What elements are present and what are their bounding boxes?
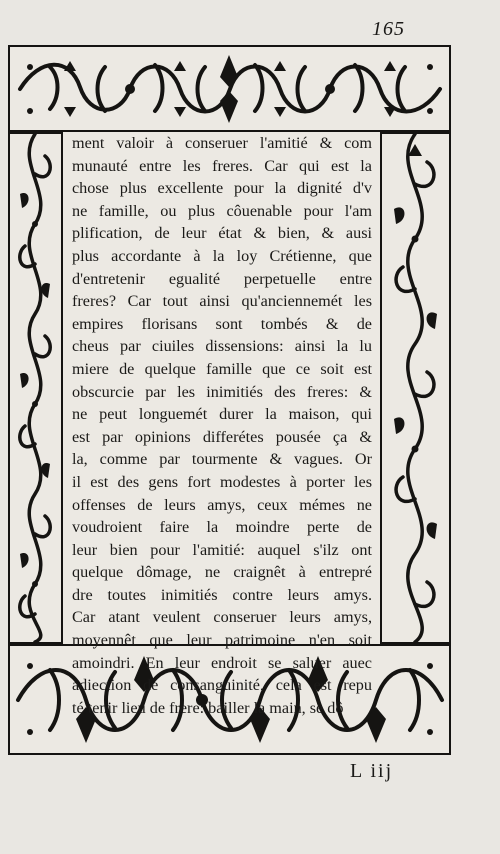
text-line: plification, de leur état & bien, & ausi <box>72 224 372 243</box>
text-line: chose plus excellente pour la dignité d'v <box>72 179 372 198</box>
text-line: plus accordante à la loy Crétienne, que <box>72 246 372 265</box>
text-line: quelque dômage, ne craignêt à entrepré <box>72 563 372 582</box>
text-line: est par opinions differétes pousée ça & <box>72 427 372 446</box>
text-line: cheus par ciuiles dissensions: ainsi la lu <box>72 337 372 356</box>
text-line: il est des gens fort modestes à porter les <box>72 472 372 491</box>
floral-arabesque-icon <box>10 47 449 130</box>
text-line: munauté entre les freres. Car qui est la <box>72 156 372 175</box>
vine-scroll-icon <box>10 134 61 642</box>
left-ornament-border <box>8 132 63 644</box>
text-line: amoindri. En leur endroit se saluer auec <box>72 653 372 672</box>
body-text <box>72 132 372 717</box>
text-line: té tenir lieu de frere: bailler la main, se dô <box>72 698 344 717</box>
text-line: leur bien pour l'amitié: auquel s'ilz ont <box>72 540 372 559</box>
text-line: obscurcie par les inimitiés des freres: & <box>72 382 372 401</box>
text-line: ment valoir à conseruer l'amitié & com <box>72 134 372 152</box>
text-line: miere de quelque famille que ce soit est <box>72 359 372 378</box>
text-line: ne peut longuemét durer la maison, qui <box>72 405 372 424</box>
text-line: moyennêt que leur patrimoine n'en soit <box>72 631 372 650</box>
text-line: freres? Car tout ainsi qu'anciennemét les <box>72 292 372 311</box>
vine-scroll-icon <box>382 134 449 642</box>
signature-mark: L iij <box>350 760 394 782</box>
top-ornament-border <box>8 45 451 132</box>
text-line: offenses de leurs amys, ceux mémes ne <box>72 495 372 514</box>
text-line: voudroient faire la moindre perte de <box>72 518 372 537</box>
text-line: ne famille, ou plus côuenable pour l'am <box>72 201 372 220</box>
text-line: d'entretenir egualité perpetuelle entre <box>72 269 372 288</box>
text-line: Car atant veulent conseruer leurs amys, <box>72 608 372 627</box>
right-ornament-border <box>380 132 451 644</box>
text-line: la, comme par tourmente & vagues. Or <box>72 450 372 469</box>
page-number: 165 <box>372 18 405 40</box>
text-line: adiection de consanguinité, cela est repu <box>72 676 372 695</box>
text-line: empires florisans sont tombés & de <box>72 314 372 333</box>
text-line: dre toutes inimitiés contre leurs amys. <box>72 585 372 604</box>
